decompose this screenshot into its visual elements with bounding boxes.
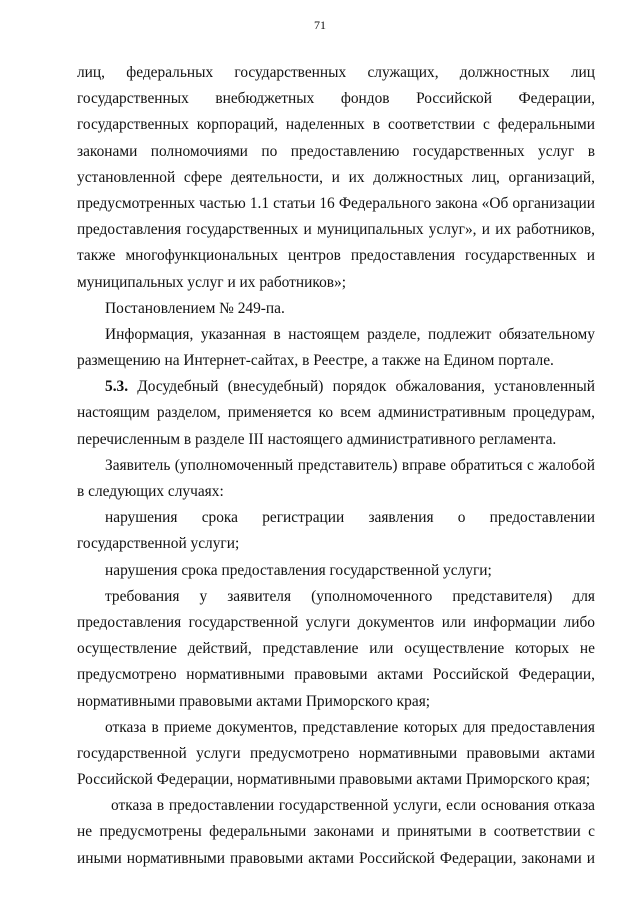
page-number: 71 (314, 18, 326, 32)
text-line (77, 558, 595, 584)
text-line (77, 400, 595, 426)
text-line (77, 112, 595, 138)
text-line (77, 531, 595, 557)
text-line (77, 453, 595, 479)
line-text: размещению на Интернет-сайтах, в Реестре, а также на Едином портале. (77, 352, 554, 370)
text-line (77, 60, 595, 86)
text-line (77, 139, 595, 165)
line-text: настоящим разделом, применяется ко всем административным процедурам, (77, 404, 595, 422)
text-line (77, 191, 595, 217)
line-text: предоставления государственных и муниципальных услуг», и их работников, (77, 221, 595, 239)
line-text: также многофункциональных центров предоставления государственных и (77, 247, 595, 265)
line-text: отказа в приеме документов, представление которых для предоставления (105, 718, 595, 736)
line-text: нарушения срока регистрации заявления о предоставлении (105, 509, 595, 527)
text-line (77, 741, 595, 767)
line-text: Заявитель (уполномоченный представитель) вправе обратиться с жалобой (105, 456, 595, 474)
line-text: предусмотрено нормативными правовыми актами Российской Федерации, (77, 666, 595, 684)
text-line (77, 165, 595, 191)
text-line (77, 662, 595, 688)
line-text: законами полномочиями по предоставлению государственных услуг в (77, 142, 595, 160)
text-line (77, 505, 595, 531)
line-text: отказа в предоставлении государственной услуги, если основания отказа (111, 797, 595, 815)
line-text: государственных корпораций, наделенных в соответствии с федеральными (77, 116, 595, 134)
text-line (77, 217, 595, 243)
line-text: осуществление действий, представление или осуществление которых не (77, 640, 595, 658)
text-line (77, 636, 595, 662)
line-text: Досудебный (внесудебный) порядок обжалования, установленный (128, 378, 595, 396)
line-text: нарушения срока предоставления государственной услуги; (105, 561, 492, 579)
line-text: нормативными правовыми актами Приморского края; (77, 692, 431, 710)
text-line (77, 715, 595, 741)
line-text: государственных внебюджетных фондов Российской Федерации, (77, 90, 595, 108)
text-line (77, 793, 595, 819)
section-number: 5.3. (105, 378, 129, 396)
line-text: Постановлением № 249-па. (105, 299, 285, 317)
text-line (77, 479, 595, 505)
line-text: установленной сфере деятельности, и их должностных лиц, организаций, (77, 168, 595, 186)
line-text: муниципальных услуг и их работников»; (77, 273, 347, 291)
line-text: предоставления государственной услуги документов или информации либо (77, 613, 595, 631)
line-text: Информация, указанная в настоящем разделе, подлежит обязательному (105, 325, 595, 343)
text-line (77, 86, 595, 112)
text-line (77, 374, 595, 400)
text-line (77, 610, 595, 636)
line-text: государственной услуги предусмотрено нормативными правовыми актами (77, 744, 595, 762)
line-text: в следующих случаях: (77, 483, 224, 500)
text-line (77, 243, 595, 269)
text-line (77, 767, 595, 793)
line-text: перечисленным в разделе III настоящего административного регламента. (77, 430, 557, 448)
line-text: Российской Федерации, нормативными правовыми актами Приморского края; (77, 771, 591, 789)
body-text (77, 60, 595, 872)
text-line (77, 322, 595, 348)
line-text: иными нормативными правовыми актами Российской Федерации, законами и (77, 849, 595, 867)
line-text: предусмотренных частью 1.1 статьи 16 Федерального закона «Об организации (77, 194, 595, 212)
text-line (77, 427, 595, 453)
text-line (77, 584, 595, 610)
line-text: государственной услуги; (77, 535, 240, 553)
text-line (77, 270, 595, 296)
text-line (77, 819, 595, 845)
line-text: не предусмотрены федеральными законами и принятыми в соответствии с (77, 823, 595, 841)
text-line (77, 689, 595, 715)
text-line (77, 846, 595, 872)
text-line (77, 348, 595, 374)
text-line (77, 296, 595, 322)
line-text: лиц, федеральных государственных служащих, должностных лиц (77, 64, 595, 81)
line-text: требования у заявителя (уполномоченного представителя) для (105, 587, 595, 605)
